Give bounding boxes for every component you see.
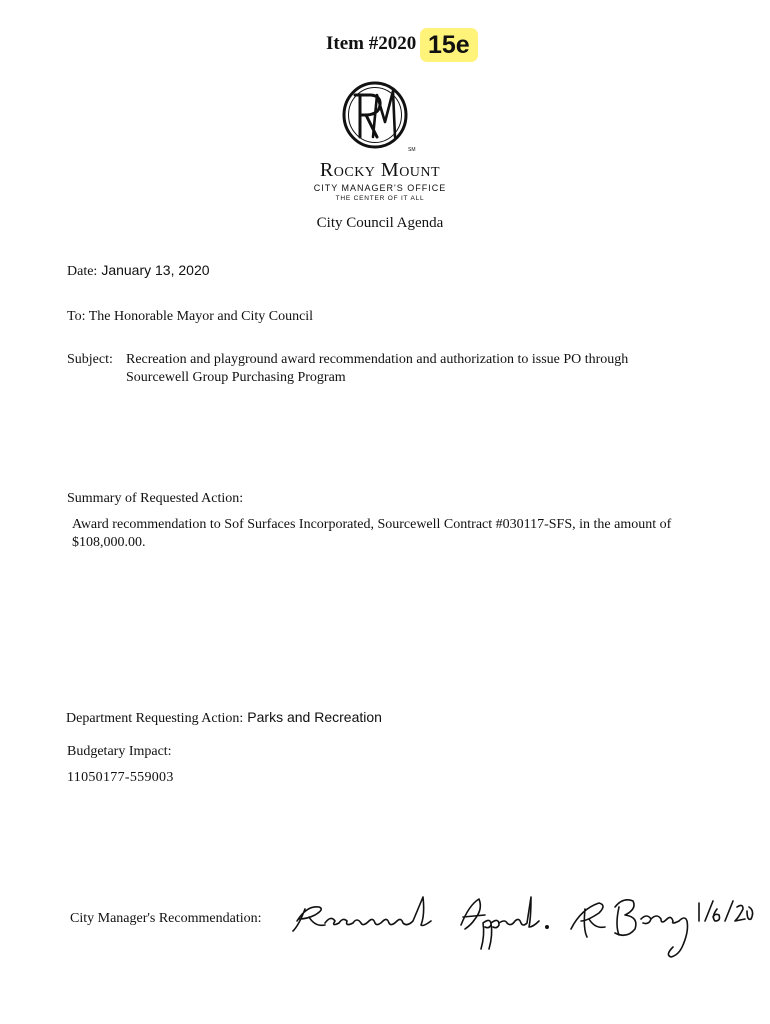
date-label: Date: xyxy=(67,264,98,279)
summary-line-1: Award recommendation to Sof Surfaces Incorporated, Sourcewell Contract #030117-SFS, in the amount of xyxy=(72,517,672,532)
summary-heading: Summary of Requested Action: xyxy=(67,491,244,506)
to-value: The Honorable Mayor and City Council xyxy=(88,309,314,324)
org-subtitle: CITY MANAGER'S OFFICE xyxy=(313,183,447,193)
department-row xyxy=(66,709,382,727)
rocky-mount-logo xyxy=(333,77,423,157)
agenda-title: City Council Agenda xyxy=(316,215,444,231)
date-row xyxy=(67,262,210,280)
rm-monogram-icon xyxy=(333,77,423,157)
department-value: Parks and Recreation xyxy=(247,709,382,725)
subject-line-2: Sourcewell Group Purchasing Program xyxy=(126,370,346,385)
org-tagline: THE CENTER OF IT ALL xyxy=(335,195,425,202)
item-number-badge: 15e xyxy=(420,28,478,62)
summary-line-2: $108,000.00. xyxy=(72,535,146,550)
city-manager-label: City Manager's Recommendation: xyxy=(70,911,262,926)
subject-label: Subject: xyxy=(67,352,113,367)
service-mark: SM xyxy=(408,147,416,153)
handwritten-signature xyxy=(285,885,755,965)
to-label: To: xyxy=(67,309,86,324)
date-value: January 13, 2020 xyxy=(101,262,210,278)
department-label: Department Requesting Action: xyxy=(66,711,244,726)
to-row xyxy=(67,309,313,325)
org-name: Rocky Mount xyxy=(319,159,441,181)
subject-line-1: Recreation and playground award recommendation and authorization to issue PO through xyxy=(126,352,629,367)
budget-heading: Budgetary Impact: xyxy=(67,744,172,759)
budget-code: 11050177-559003 xyxy=(67,770,174,785)
item-number-label: Item #2020 xyxy=(326,33,417,54)
